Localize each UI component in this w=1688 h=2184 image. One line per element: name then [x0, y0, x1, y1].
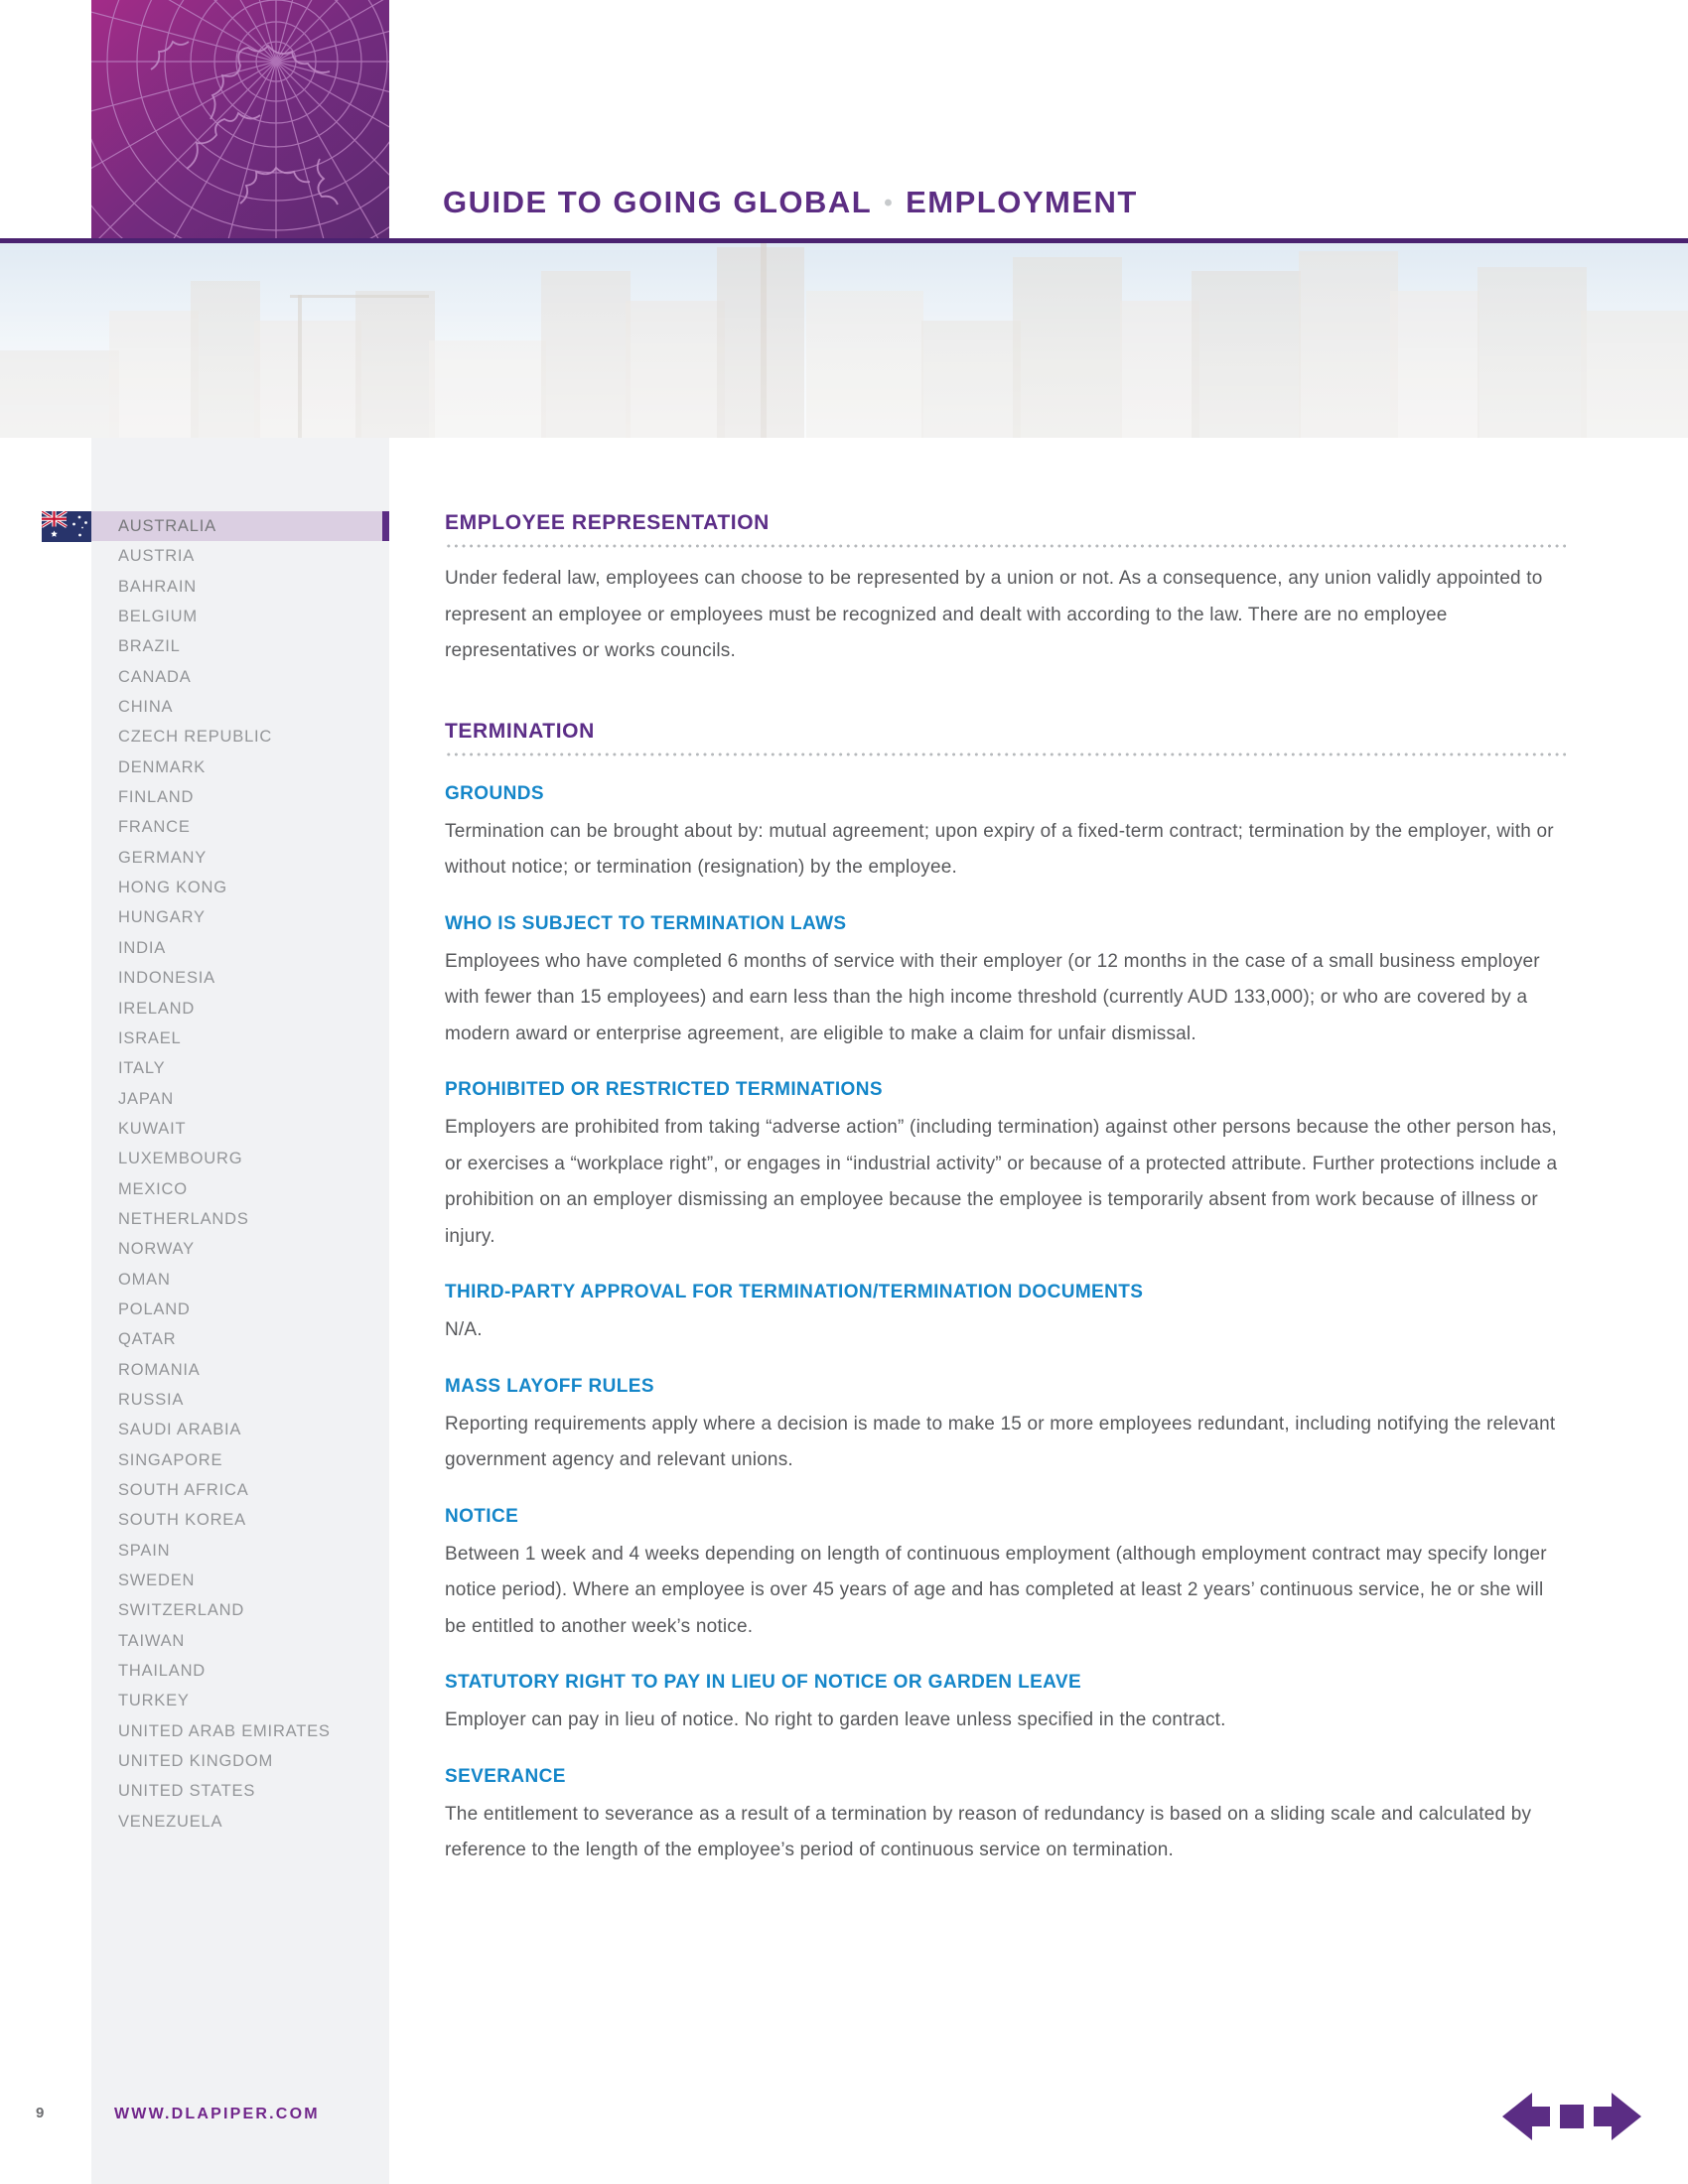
subsection-title: PROHIBITED OR RESTRICTED TERMINATIONS: [445, 1079, 883, 1100]
page-title: [443, 185, 1138, 220]
section-notice: [445, 1506, 1566, 1646]
sidebar-item-sweden[interactable]: SWEDEN: [118, 1571, 196, 1590]
australia-flag-icon: [42, 511, 91, 542]
sidebar-item-indonesia[interactable]: INDONESIA: [118, 969, 215, 988]
sidebar-item-australia[interactable]: AUSTRALIA: [91, 511, 389, 541]
website-link[interactable]: WWW.DLAPIPER.COM: [114, 2106, 320, 2122]
section-paragraph: Between 1 week and 4 weeks depending on length of continuous employment (although employment contract may specify longer notice period). Where an employee is over 45 years of age and has completed at least 2 years’ continuous service, he or she will be entitled to another week’s notice.: [445, 1543, 1547, 1637]
dotted-rule: [445, 752, 1566, 756]
sidebar-item-oman[interactable]: OMAN: [118, 1270, 171, 1289]
sidebar-item-romania[interactable]: ROMANIA: [118, 1360, 201, 1379]
section-prohibited-terminations: [445, 1079, 1566, 1255]
sidebar-item-germany[interactable]: GERMANY: [118, 848, 208, 867]
title-main: GUIDE TO GOING GLOBAL: [443, 185, 873, 219]
sidebar-item-south-korea[interactable]: SOUTH KOREA: [118, 1511, 246, 1530]
section-grounds: [445, 783, 1566, 887]
subsection-title: THIRD-PARTY APPROVAL FOR TERMINATION/TERMINATION DOCUMENTS: [445, 1282, 1144, 1302]
sidebar-item-bahrain[interactable]: BAHRAIN: [118, 577, 197, 596]
sidebar-item-saudi-arabia[interactable]: SAUDI ARABIA: [118, 1421, 242, 1439]
sidebar-item-ireland[interactable]: IRELAND: [118, 999, 196, 1018]
section-paragraph: Termination can be brought about by: mutual agreement; upon expiry of a fixed-term contract; termination by the employer, with or without notice; or termination (resignation) by the employee.: [445, 820, 1554, 878]
sidebar-item-qatar[interactable]: QATAR: [118, 1330, 177, 1349]
section-paragraph: Employers are prohibited from taking “adverse action” (including termination) against other persons because the other person has, or exercises a “workplace right”, or engages in “industrial activity” or because of a protected attribute. Further protections include a prohibition on an employer dismissing an employee because the employee is temporarily absent from work because of illness or injury.: [445, 1117, 1558, 1247]
sidebar-item-united-arab-emirates[interactable]: UNITED ARAB EMIRATES: [118, 1721, 331, 1740]
subsection-title: SEVERANCE: [445, 1765, 566, 1787]
sidebar-item-spain[interactable]: SPAIN: [118, 1541, 171, 1560]
title-separator-dot: •: [884, 190, 895, 216]
section-mass-layoff-rules: [445, 1376, 1566, 1479]
subsection-title: STATUTORY RIGHT TO PAY IN LIEU OF NOTICE OR GARDEN LEAVE: [445, 1672, 1082, 1693]
sidebar-item-belgium[interactable]: BELGIUM: [118, 608, 198, 626]
country-list: [91, 511, 389, 1837]
section-paragraph: Employees who have completed 6 months of service with their employer (or 12 months in the case of a small business employer with fewer than 15 employees) and earn less than the high income threshold (currently AUD 133,000); or who are covered by a modern award or enterprise agreement, are eligible to make a claim for unfair dismissal.: [445, 950, 1540, 1044]
sidebar-item-denmark[interactable]: DENMARK: [118, 757, 207, 776]
section-title: TERMINATION: [445, 719, 595, 743]
sidebar-item-france[interactable]: FRANCE: [118, 818, 191, 837]
globe-icon: [91, 0, 389, 239]
sidebar-item-united-kingdom[interactable]: UNITED KINGDOM: [118, 1752, 274, 1771]
sidebar-item-israel[interactable]: ISRAEL: [118, 1028, 182, 1047]
section-paragraph: Employer can pay in lieu of notice. No right to garden leave unless specified in the contract.: [445, 1709, 1226, 1730]
page-number: 9: [36, 2105, 45, 2121]
section-termination: [445, 720, 1566, 756]
previous-page-arrow-icon[interactable]: [1502, 2093, 1550, 2140]
sidebar-item-netherlands[interactable]: NETHERLANDS: [118, 1209, 249, 1228]
sidebar-item-japan[interactable]: JAPAN: [118, 1089, 174, 1108]
sidebar-item-singapore[interactable]: SINGAPORE: [118, 1450, 223, 1469]
subsection-title: MASS LAYOFF RULES: [445, 1375, 654, 1397]
section-paragraph: Under federal law, employees can choose to be represented by a union or not. As a consequence, any union validly appointed to represent an employee or employees must be recognized and dealt with according to the law. There are no employee representatives or works councils.: [445, 568, 1543, 661]
sidebar-item-taiwan[interactable]: TAIWAN: [118, 1631, 186, 1650]
sidebar-item-south-africa[interactable]: SOUTH AFRICA: [118, 1481, 249, 1499]
index-square-icon[interactable]: [1560, 2105, 1584, 2128]
sidebar-item-hungary[interactable]: HUNGARY: [118, 908, 206, 927]
sidebar-item-poland[interactable]: POLAND: [118, 1299, 191, 1318]
sidebar-item-finland[interactable]: FINLAND: [118, 788, 195, 807]
sidebar-item-venezuela[interactable]: VENEZUELA: [118, 1812, 223, 1831]
section-paragraph: N/A.: [445, 1319, 483, 1340]
sidebar-item-kuwait[interactable]: KUWAIT: [118, 1119, 187, 1138]
sidebar-item-canada[interactable]: CANADA: [118, 667, 192, 686]
section-employee-representation: [445, 511, 1566, 670]
section-paragraph: Reporting requirements apply where a decision is made to make 15 or more employees redundant, including notifying the relevant government agency and relevant unions.: [445, 1413, 1556, 1470]
sidebar-item-italy[interactable]: ITALY: [118, 1059, 166, 1078]
sidebar-item-russia[interactable]: RUSSIA: [118, 1390, 185, 1409]
sidebar-item-turkey[interactable]: TURKEY: [118, 1692, 190, 1710]
sidebar-item-united-states[interactable]: UNITED STATES: [118, 1782, 256, 1801]
subsection-title: NOTICE: [445, 1505, 519, 1527]
city-skyline-image: [0, 243, 1688, 438]
subsection-title: GROUNDS: [445, 782, 544, 804]
section-pay-in-lieu: [445, 1672, 1566, 1739]
sidebar-item-austria[interactable]: AUSTRIA: [118, 547, 196, 566]
title-section: EMPLOYMENT: [906, 185, 1138, 219]
section-severance: [445, 1766, 1566, 1869]
page-navigation: [1502, 2089, 1641, 2144]
section-third-party-approval: [445, 1282, 1566, 1349]
sidebar-item-hong-kong[interactable]: HONG KONG: [118, 879, 227, 897]
dotted-rule: [445, 544, 1566, 548]
subsection-title: WHO IS SUBJECT TO TERMINATION LAWS: [445, 912, 847, 934]
sidebar-item-mexico[interactable]: MEXICO: [118, 1179, 188, 1198]
sidebar-item-china[interactable]: CHINA: [118, 698, 174, 717]
next-page-arrow-icon[interactable]: [1594, 2093, 1641, 2140]
sidebar-item-luxembourg[interactable]: LUXEMBOURG: [118, 1150, 243, 1168]
country-sidebar: [91, 438, 389, 2184]
section-who-is-subject: [445, 913, 1566, 1053]
sidebar-item-thailand[interactable]: THAILAND: [118, 1662, 206, 1681]
sidebar-item-brazil[interactable]: BRAZIL: [118, 637, 181, 656]
section-title: EMPLOYEE REPRESENTATION: [445, 511, 770, 534]
sidebar-item-switzerland[interactable]: SWITZERLAND: [118, 1601, 245, 1620]
sidebar-item-czech-republic[interactable]: CZECH REPUBLIC: [118, 728, 273, 747]
main-content: [445, 438, 1566, 1869]
sidebar-item-norway[interactable]: NORWAY: [118, 1240, 195, 1259]
section-paragraph: The entitlement to severance as a result of a termination by reason of redundancy is based on a sliding scale and calculated by reference to the length of the employee’s period of continuous service on termination.: [445, 1803, 1532, 1860]
sidebar-item-india[interactable]: INDIA: [118, 938, 167, 957]
